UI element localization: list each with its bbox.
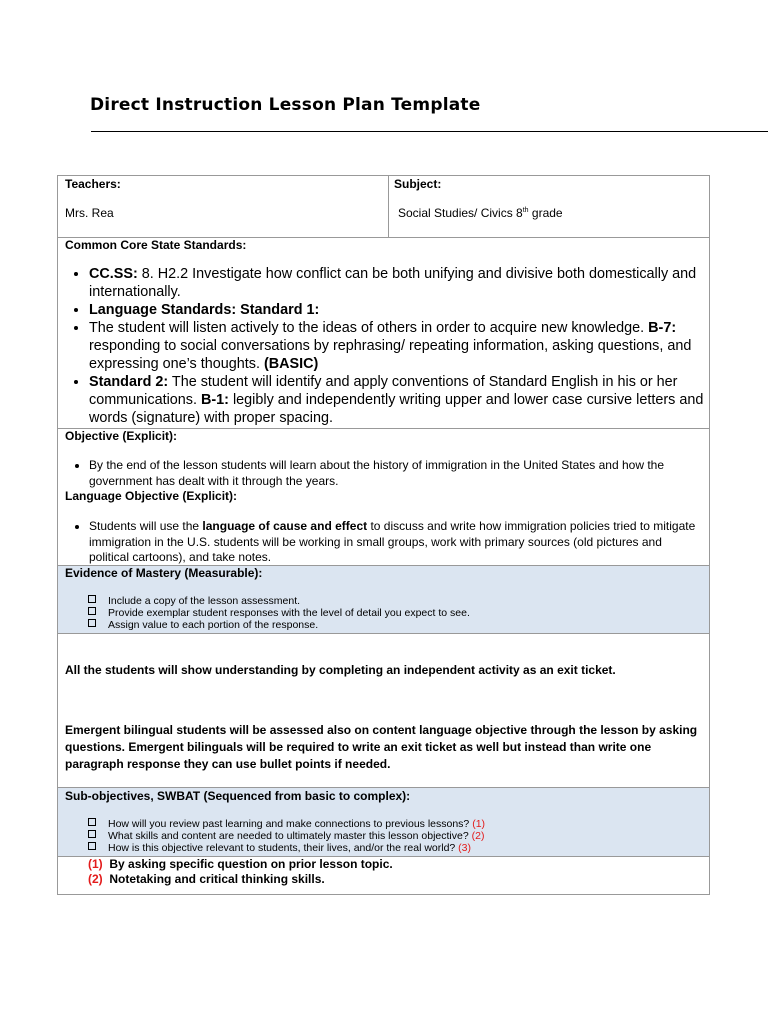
evidence-checklist-item: Assign value to each portion of the response. — [88, 619, 318, 632]
evidence-paragraph-1: All the students will show understanding by completing an independent activity as an exit ticket. — [65, 663, 616, 677]
subobjective-question: How is this objective relevant to students, their lives, and/or the real world? (3) — [88, 842, 471, 855]
standards-label: Common Core State Standards: — [65, 238, 247, 252]
subobjective-answer: (1) By asking specific question on prior lesson topic. — [88, 857, 393, 871]
standards-cell — [58, 238, 709, 428]
objective-item: • By the end of the lesson students will learn about the history of immigration in the United States and how the government has dealt with it through the years. — [89, 458, 699, 489]
evidence-body-cell — [58, 634, 709, 787]
objective-list — [63, 458, 699, 489]
evidence-checklist-item: Include a copy of the lesson assessment. — [88, 595, 300, 608]
teachers-value: Mrs. Rea — [65, 206, 114, 220]
teachers-label: Teachers: — [65, 177, 121, 191]
evidence-label: Evidence of Mastery (Measurable): — [65, 566, 263, 580]
checkbox-icon — [88, 842, 96, 850]
checkbox-icon — [88, 595, 96, 603]
evidence-paragraph-2: Emergent bilingual students will be assessed also on content language objective through the lesson by asking questions. Emergent bilinguals will be required to write an exit ticket as well but instead than write one paragraph response they can use bullet points if needed. — [65, 723, 698, 771]
evidence-checklist-item: Provide exemplar student responses with the level of detail you expect to see. — [88, 607, 470, 620]
subobjectives-header-cell — [58, 788, 709, 856]
document-title: Direct Instruction Lesson Plan Template — [90, 95, 481, 115]
subobjective-question: How will you review past learning and make connections to previous lessons? (1) — [88, 818, 485, 831]
subject-value: Social Studies/ Civics 8th grade — [398, 206, 563, 220]
teachers-cell — [58, 176, 388, 237]
standard-item: • The student will listen actively to the ideas of others in order to acquire new knowledge. B-7: responding to social conversations by rephrasing/ repeating information, asking questions, and expressing one’s thoughts. (BASIC) — [89, 319, 729, 373]
lesson-plan-table — [57, 175, 710, 895]
subobjectives-body-cell — [58, 857, 709, 894]
standard-item: • Standard 2: The student will identify and apply conventions of Standard English in his or her communications. B-1: legibly and independently writing upper and lower case cursive letters and words (signature) with proper spacing. — [89, 373, 729, 427]
objective-cell — [58, 429, 709, 565]
language-objective-list — [63, 519, 699, 566]
subject-label: Subject: — [394, 177, 442, 191]
subobjective-answer: (2) Notetaking and critical thinking skills. — [88, 872, 325, 886]
standards-list — [63, 265, 729, 427]
language-objective-item: • Students will use the language of cause and effect to discuss and write how immigration policies tried to mitigate immigration in the U.S. students will be working in small groups, work with primary sources (old pictures and political cartoons), and take notes. — [89, 519, 699, 566]
title-rule — [91, 131, 768, 132]
standard-item: • CC.SS: 8. H2.2 Investigate how conflict can be both unifying and divisive both domestically and internationally. — [89, 265, 729, 301]
standard-item: • Language Standards: Standard 1: — [89, 301, 729, 319]
language-objective-label: Language Objective (Explicit): — [65, 489, 238, 503]
checkbox-icon — [88, 818, 96, 826]
subobjectives-label: Sub-objectives, SWBAT (Sequenced from basic to complex): — [65, 789, 411, 803]
subject-cell — [389, 176, 709, 237]
objective-label: Objective (Explicit): — [65, 429, 178, 443]
subobjective-question: What skills and content are needed to ultimately master this lesson objective? (2) — [88, 830, 484, 843]
checkbox-icon — [88, 619, 96, 627]
checkbox-icon — [88, 607, 96, 615]
evidence-header-cell — [58, 566, 709, 633]
checkbox-icon — [88, 830, 96, 838]
